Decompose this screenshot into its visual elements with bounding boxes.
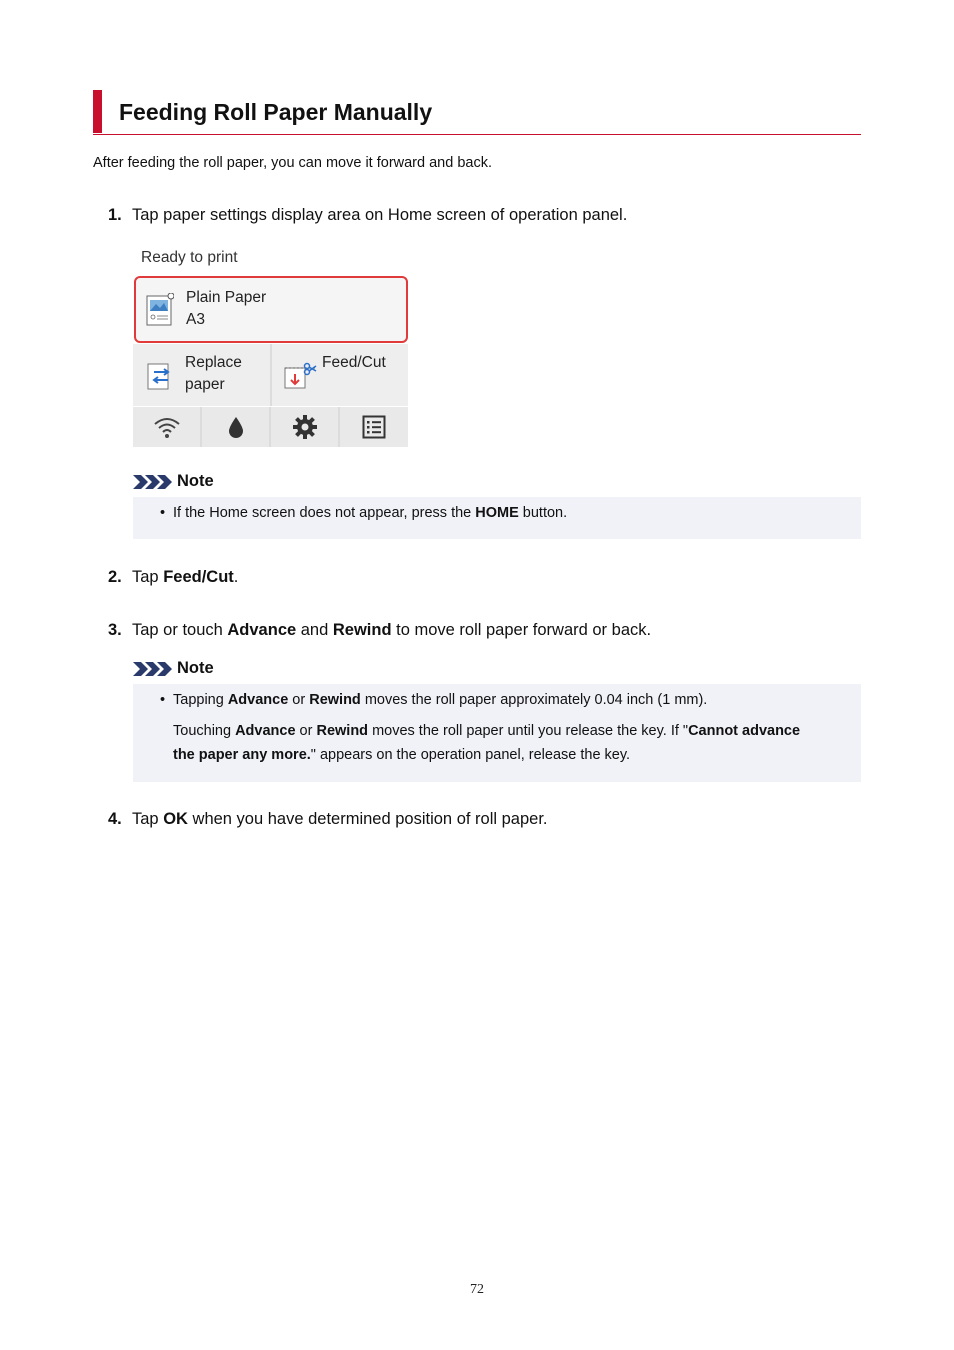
paper-size-label: A3 <box>186 311 205 328</box>
ink-button[interactable] <box>202 407 269 447</box>
step-number: 3. <box>108 621 122 639</box>
section-heading <box>93 90 861 135</box>
paper-settings-icon <box>146 293 174 327</box>
intro-text: After feeding the roll paper, you can move it forward and back. <box>93 155 492 171</box>
wifi-button[interactable] <box>133 407 200 447</box>
note-text-line-3: the paper any more." appears on the operation panel, release the key. <box>173 747 631 763</box>
note-box-1 <box>133 497 861 539</box>
bullet: • <box>160 505 166 521</box>
bullet: • <box>160 692 166 708</box>
replace-paper-button[interactable] <box>133 344 270 406</box>
step-1 <box>108 206 627 225</box>
note-label: Note <box>177 659 214 677</box>
paper-settings-area[interactable] <box>134 276 408 343</box>
gear-icon <box>292 414 318 440</box>
feed-cut-icon <box>282 360 318 390</box>
feed-cut-button[interactable] <box>272 344 408 406</box>
note-heading-2 <box>133 659 214 678</box>
step-3: 3. Tap or touch Advance and Rewind to move roll paper forward or back. <box>108 621 652 639</box>
replace-label-line2: paper <box>185 376 225 393</box>
feed-cut-label: Feed/Cut <box>322 354 386 371</box>
page-title: Feeding Roll Paper Manually <box>119 99 433 125</box>
wifi-icon <box>152 415 182 439</box>
step-number: 4. <box>108 810 122 828</box>
page-number: 72 <box>470 1282 484 1297</box>
note-heading-1 <box>133 472 214 491</box>
step-text: Tap paper settings display area on Home screen of operation panel. <box>132 206 628 224</box>
panel-icon-row <box>133 407 408 447</box>
note-arrows-icon <box>133 661 173 677</box>
settings-button[interactable] <box>271 407 338 447</box>
list-menu-icon <box>362 415 386 439</box>
note-text-line-1: Tapping Advance or Rewind moves the roll paper approximately 0.04 inch (1 mm). <box>173 692 708 708</box>
heading-accent-bar <box>93 90 102 133</box>
replace-paper-icon <box>146 361 174 391</box>
menu-list-button[interactable] <box>340 407 408 447</box>
step-4: 4. Tap OK when you have determined position of roll paper. <box>108 810 548 828</box>
note-text-line-2: Touching Advance or Rewind moves the roll paper until you release the key. If "Cannot advance <box>173 723 801 739</box>
operation-panel-screenshot <box>133 244 408 447</box>
ink-drop-icon <box>227 415 245 439</box>
note-box-2 <box>133 684 861 782</box>
step-number: 2. <box>108 568 122 586</box>
note-label: Note <box>177 472 214 490</box>
paper-type-label: Plain Paper <box>186 289 267 306</box>
status-text: Ready to print <box>141 249 238 266</box>
step-2: 2. Tap Feed/Cut. <box>108 568 239 586</box>
step-number: 1. <box>108 206 122 224</box>
note-arrows-icon <box>133 474 173 490</box>
panel-button-row <box>133 344 408 406</box>
note-text: If the Home screen does not appear, press the HOME button. <box>173 505 568 521</box>
replace-label-line1: Replace <box>185 354 242 371</box>
